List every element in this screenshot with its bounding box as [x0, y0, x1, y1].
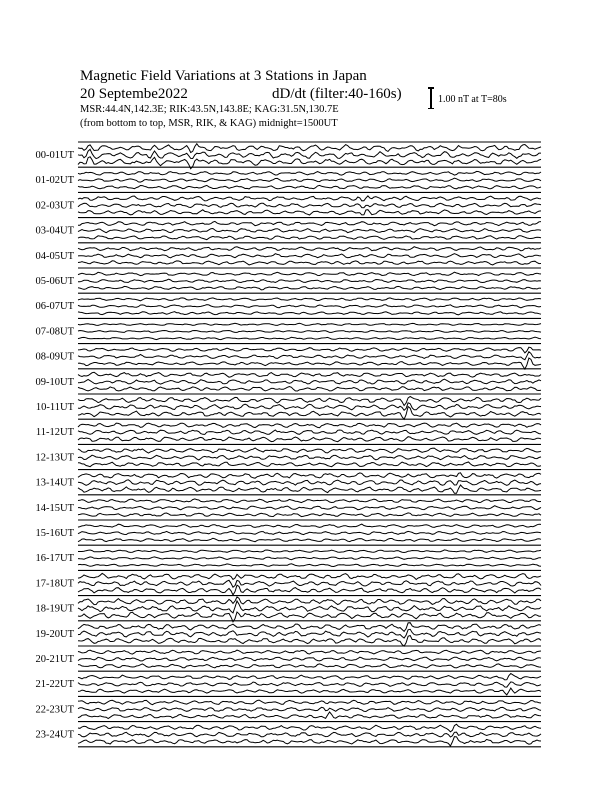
trace-kag	[78, 623, 541, 632]
trace-kag	[78, 347, 541, 353]
trace-msr	[78, 636, 541, 647]
trace-kag	[78, 524, 541, 527]
chart-filter: dD/dt (filter:40-160s)	[272, 86, 402, 102]
trace-kag	[78, 473, 541, 478]
trace-rik	[78, 305, 541, 308]
trace-rik	[78, 379, 541, 384]
trace-msr	[78, 688, 541, 695]
trace-kag	[78, 144, 541, 153]
trace-rik	[78, 506, 541, 510]
trace-kag	[78, 573, 541, 579]
trace-rik	[78, 531, 541, 534]
trace-rik	[78, 149, 541, 158]
hour-label: 02-03UT	[35, 200, 74, 212]
trace-kag	[78, 700, 541, 705]
hour-label: 05-06UT	[35, 276, 74, 287]
trace-msr	[78, 513, 541, 517]
chart-title: Magnetic Field Variations at 3 Stations in Japan	[80, 68, 367, 84]
hour-label: 06-07UT	[35, 301, 74, 313]
hour-label: 04-05UT	[35, 250, 74, 262]
trace-kag	[78, 372, 541, 377]
trace-rik	[78, 629, 541, 638]
trace-rik	[78, 203, 541, 207]
trace-msr	[78, 712, 541, 719]
trace-rik	[78, 331, 541, 333]
trace-kag	[78, 298, 541, 301]
trace-kag	[78, 196, 541, 201]
trace-kag	[78, 272, 541, 275]
trace-kag	[78, 247, 541, 251]
trace-rik	[78, 657, 541, 661]
hour-label: 20-21UT	[35, 654, 74, 665]
hour-label: 14-15UT	[35, 502, 74, 514]
trace-kag	[78, 650, 541, 654]
scale-label: 1.00 nT at T=80s	[438, 94, 507, 105]
trace-kag	[78, 597, 541, 605]
trace-msr	[78, 407, 541, 420]
trace-rik	[78, 557, 541, 560]
trace-kag	[78, 499, 541, 503]
hour-label: 08-09UT	[35, 351, 74, 363]
trace-msr	[78, 387, 541, 392]
trace-rik	[78, 403, 541, 411]
hour-label: 21-22UT	[35, 679, 74, 691]
trace-rik	[78, 229, 541, 233]
trace-kag	[78, 674, 541, 680]
hour-label: 19-20UT	[35, 628, 74, 640]
trace-rik	[78, 430, 541, 434]
trace-rik	[78, 455, 541, 460]
hour-label: 11-12UT	[35, 427, 74, 439]
trace-kag	[78, 448, 541, 453]
trace-msr	[78, 437, 541, 442]
hour-label: 22-23UT	[35, 704, 74, 716]
trace-msr	[78, 564, 541, 567]
hour-label: 12-13UT	[35, 452, 74, 464]
trace-rik	[78, 480, 541, 486]
hour-label: 16-17UT	[35, 553, 74, 565]
trace-msr	[78, 210, 541, 215]
trace-msr	[78, 664, 541, 668]
trace-msr	[78, 337, 541, 340]
trace-msr	[78, 737, 541, 746]
trace-msr	[78, 585, 541, 595]
trace-msr	[78, 538, 541, 541]
trace-rik	[78, 707, 541, 711]
trace-msr	[78, 358, 541, 369]
chart-date: 20 Septembe2022	[80, 86, 188, 102]
trace-rik	[78, 178, 541, 182]
hour-label: 23-24UT	[35, 729, 74, 741]
hour-label: 03-04UT	[35, 225, 74, 237]
station-coordinates: MSR:44.4N,142.3E; RIK:43.5N,143.8E; KAG:31.5N,130.7E	[80, 104, 339, 115]
trace-kag	[78, 323, 541, 325]
trace-msr	[78, 462, 541, 467]
hour-label: 09-10UT	[35, 376, 74, 388]
hour-label: 07-08UT	[35, 326, 74, 338]
trace-msr	[78, 286, 541, 289]
trace-msr	[78, 185, 541, 189]
hour-label: 00-01UT	[35, 150, 74, 161]
hour-label: 01-02UT	[35, 175, 74, 187]
trace-rik	[78, 279, 541, 282]
trace-rik	[78, 732, 541, 737]
trace-rik	[78, 682, 541, 687]
trace-rik	[78, 580, 541, 587]
trace-msr	[78, 236, 541, 240]
hour-label: 18-19UT	[35, 603, 74, 615]
trace-msr	[78, 312, 541, 315]
trace-kag	[78, 724, 541, 732]
trace-kag	[78, 171, 541, 175]
trace-rik	[78, 352, 541, 360]
trace-kag	[78, 221, 541, 225]
hour-label: 10-11UT	[35, 402, 74, 413]
trace-msr	[78, 485, 541, 493]
trace-rik	[78, 254, 541, 258]
trace-order-note: (from bottom to top, MSR, RIK, & KAG) midnight=1500UT	[80, 118, 338, 129]
hour-label: 15-16UT	[35, 528, 74, 539]
trace-kag	[78, 550, 541, 553]
trace-msr	[78, 261, 541, 265]
trace-kag	[78, 423, 541, 428]
hour-label: 13-14UT	[35, 477, 74, 489]
hour-label: 17-18UT	[35, 578, 74, 590]
